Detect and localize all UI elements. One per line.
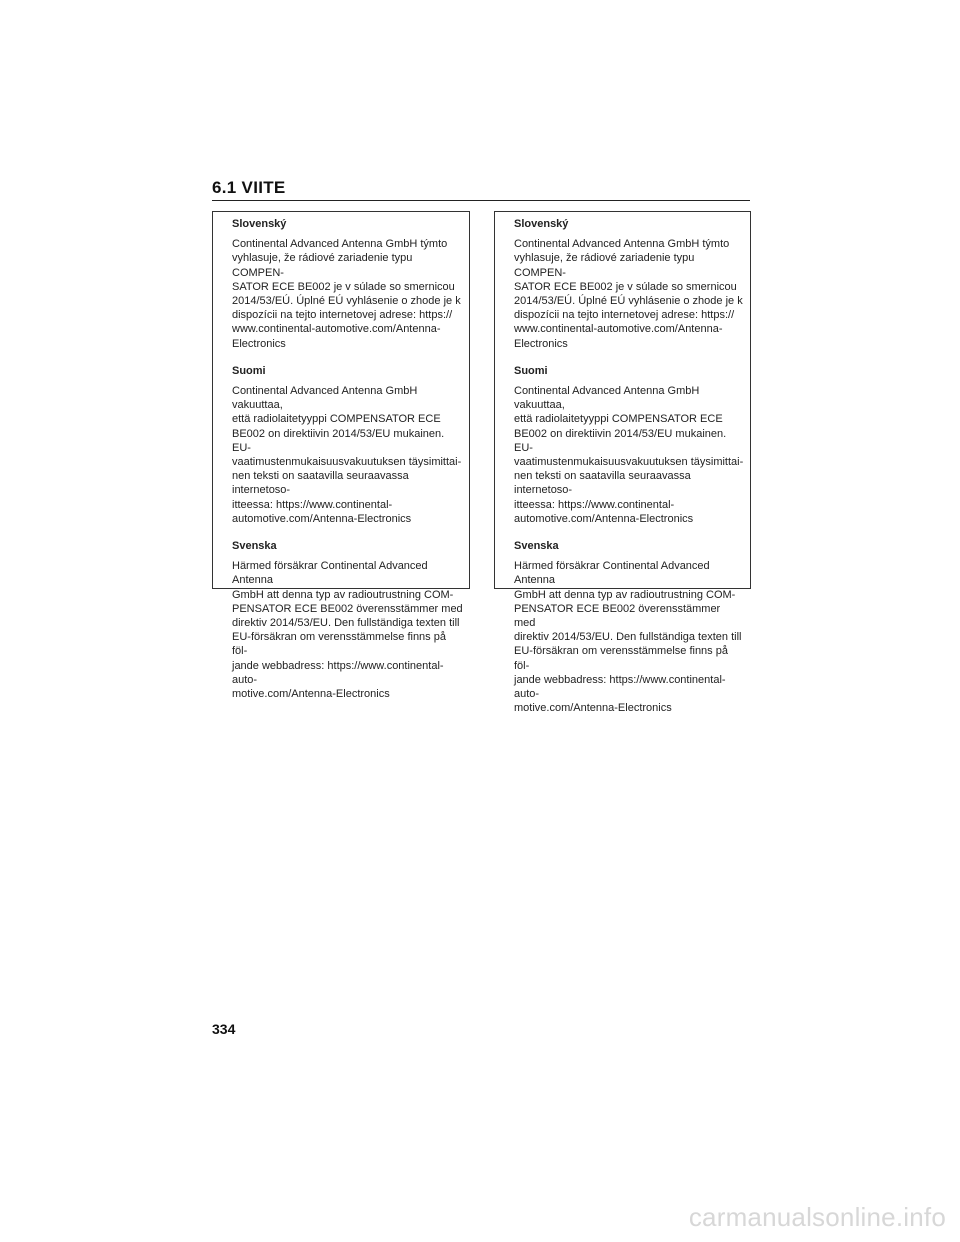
text-suomi: Continental Advanced Antenna GmbH vakuuttaa, että radiolaitetyyppi COMPENSATOR ECE BE002 on direktiivin 2014/53/EU mukainen. EU- vaatimustenmukaisuusvakuutuksen täysimittai- nen teksti on saatavilla seuraavassa internetoso- itteessa: https://www.continental- automotive.com/Antenna-Electronics (232, 385, 462, 525)
title-divider (212, 200, 750, 201)
heading-svenska: Svenska (514, 540, 559, 553)
heading-slovensky: Slovenský (232, 218, 287, 230)
text-svenska: Härmed försäkrar Continental Advanced Antenna GmbH att denna typ av radioutrustning COM- PENSATOR ECE BE002 överensstämmer med direktiv 2014/53/EU. Den fullständiga texten till EU-försäkran om verensstämmelse finns på föl- jande webbadress: https://www.continental-auto- motive.com/Antenna-Electronics (514, 560, 742, 715)
page-number: 334 (212, 1021, 236, 1037)
text-slovensky: Continental Advanced Antenna GmbH týmto vyhlasuje, že rádiové zariadenie typu COMPEN- SATOR ECE BE002 je v súlade so smernicou 2014/53/EÚ. Úplné EÚ vyhlásenie o zhode je k dispozícii na tejto internetovej adrese: https:// www.continental-automotive.com/Antenna- Electronics (514, 238, 743, 350)
watermark: carmanualsonline.info (688, 1202, 946, 1232)
heading-slovensky: Slovenský (514, 218, 569, 230)
section-title: 6.1 VIITE (212, 178, 286, 197)
heading-suomi: Suomi (514, 364, 548, 377)
text-slovensky: Continental Advanced Antenna GmbH týmto vyhlasuje, že rádiové zariadenie typu COMPEN- SATOR ECE BE002 je v súlade so smernicou 2014/53/EÚ. Úplné EÚ vyhlásenie o zhode je k dispozícii na tejto internetovej adrese: https:// www.continental-automotive.com/Antenna- Electronics (232, 238, 461, 350)
declaration-box-right (494, 211, 751, 715)
heading-suomi: Suomi (232, 364, 266, 377)
declaration-box-left (212, 211, 470, 701)
text-suomi: Continental Advanced Antenna GmbH vakuuttaa, että radiolaitetyyppi COMPENSATOR ECE BE002 on direktiivin 2014/53/EU mukainen. EU- vaatimustenmukaisuusvakuutuksen täysimittai- nen teksti on saatavilla seuraavassa internetoso- itteessa: https://www.continental- automotive.com/Antenna-Electronics (514, 385, 744, 525)
text-svenska: Härmed försäkrar Continental Advanced Antenna GmbH att denna typ av radioutrustning COM- PENSATOR ECE BE002 överensstämmer med direktiv 2014/53/EU. Den fullständiga texten till EU-försäkran om verensstämmelse finns på föl- jande webbadress: https://www.continental-auto- motive.com/Antenna-Electronics (232, 560, 463, 701)
heading-svenska: Svenska (232, 540, 277, 553)
